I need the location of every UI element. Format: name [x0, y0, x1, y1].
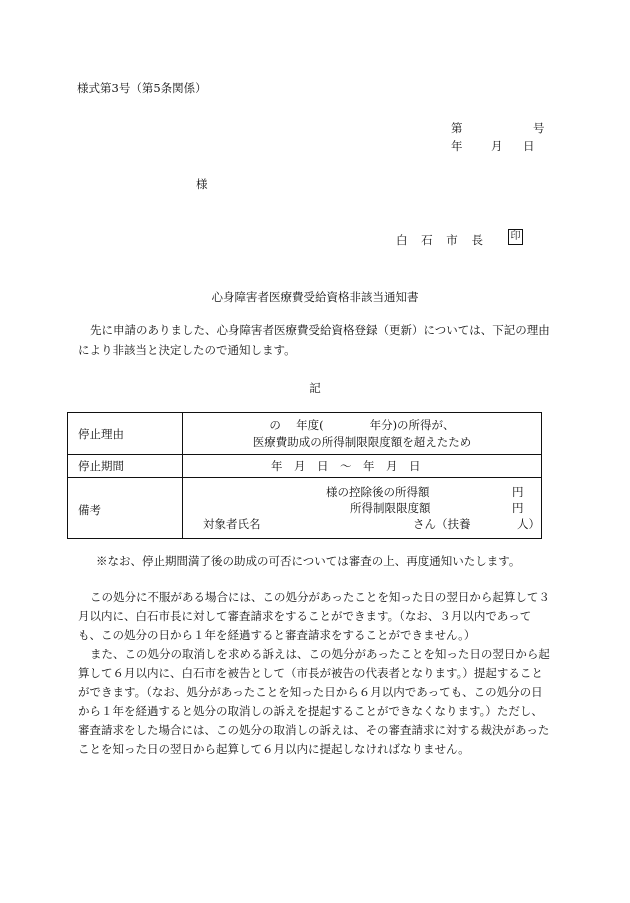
ki-heading: 記: [309, 381, 321, 395]
recipient-name: 様: [196, 177, 208, 191]
income-limit-label: 所得制限限度額: [350, 501, 431, 515]
yen-unit-1: 円: [512, 485, 524, 499]
person-name-label: 対象者氏名: [203, 517, 261, 531]
income-after-deduction-label: 様の控除後の所得額: [326, 485, 430, 499]
doc-number-prefix: 第: [451, 121, 463, 135]
period-row: [68, 455, 542, 478]
reason-value: [183, 413, 542, 455]
reason-row: [68, 413, 542, 455]
date-month: 月: [491, 139, 503, 153]
remarks-value: [183, 478, 542, 539]
date-year: 年: [451, 139, 463, 153]
reason-line-1: の 年度( 年分)の所得が、: [269, 417, 455, 432]
period-label: 停止期間: [68, 455, 183, 478]
dependents-unit: 人）: [517, 517, 540, 531]
lawsuit-paragraph: また、この処分の取消しを求める訴えは、この処分があったことを知った日の翌日から起算して６月以内に、白石市を被告として（市長が被告の代表者となります。）提起することができます。（なお、処分があったことを知った日から６月以内であっても、この処分の日から１年を経過すると処分の取消しの訴えを提起することができなくなります。）ただし、審査請求をした場合には、この処分の取消しの訴えは、その審査請求に対する裁決があったことを知った日の翌日から起算して６月以内に提起しなければなりません。: [78, 647, 550, 756]
details-table: [67, 412, 542, 539]
seal-stamp: 印: [508, 229, 523, 245]
document-title: 心身障害者医療費受給資格非該当通知書: [211, 290, 419, 304]
reason-line-2: 医療費助成の所得制限限度額を超えたため: [252, 434, 472, 449]
doc-number-suffix: 号: [533, 121, 545, 135]
remarks-label: 備考: [68, 478, 183, 539]
period-value: [183, 455, 542, 478]
note: ※なお、停止期間満了後の助成の可否については審査の上、再度通知いたします。: [96, 554, 521, 568]
intro-paragraph: 先に申請のありました、心身障害者医療費受給資格登録（更新）については、下記の理由により非該当と決定したので通知します。: [78, 323, 550, 357]
mayor-title: 白 石 市 長: [396, 233, 483, 247]
yen-unit-2: 円: [512, 501, 524, 515]
issuer: [396, 232, 483, 248]
form-number-label: 様式第3号（第5条関係）: [77, 81, 207, 95]
appeal-paragraph: この処分に不服がある場合には、この処分があったことを知った日の翌日から起算して３月以内に、白石市長に対して審査請求をすることができます。（なお、３月以内であっても、この処分の日から１年を経過すると審査請求をすることができません。）: [78, 590, 550, 642]
dependents-label: さん（扶養: [413, 517, 471, 531]
date-day: 日: [523, 139, 535, 153]
reason-label: 停止理由: [68, 413, 183, 455]
period-text: 年 月 日 ～ 年 月 日: [271, 459, 421, 473]
remarks-row: [68, 478, 542, 539]
